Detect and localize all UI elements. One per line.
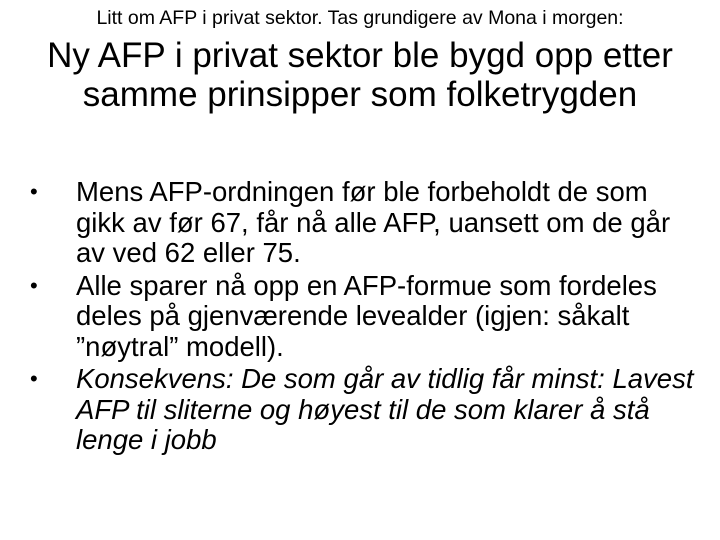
bullet-dot-icon: • bbox=[30, 366, 38, 391]
bullet-dot-icon: • bbox=[30, 272, 38, 298]
bullet-item bbox=[0, 177, 720, 269]
bullet-item-consequence bbox=[0, 364, 720, 456]
bullet-dot-icon: • bbox=[30, 179, 38, 204]
bullet-list bbox=[0, 177, 720, 458]
bullet-text: Alle sparer nå opp en AFP-formue som fordeles deles på gjenværende levealder (igjen: såkalt ”nøytral” modell). bbox=[76, 269, 657, 362]
bullet-text: Mens AFP-ordningen før ble forbeholdt de som gikk av før 67, får nå alle AFP, uansett om de går av ved 62 eller 75. bbox=[76, 176, 671, 268]
slide-title: Ny AFP i privat sektor ble bygd opp etter samme prinsipper som folketrygden bbox=[47, 36, 673, 114]
header-note: Litt om AFP i privat sektor. Tas grundigere av Mona i morgen: bbox=[96, 7, 624, 29]
bullet-text: Konsekvens: De som går av tidlig får minst: Lavest AFP til sliterne og høyest til de som klarer å stå lenge i jobb bbox=[76, 363, 694, 455]
bullet-item bbox=[0, 271, 720, 363]
